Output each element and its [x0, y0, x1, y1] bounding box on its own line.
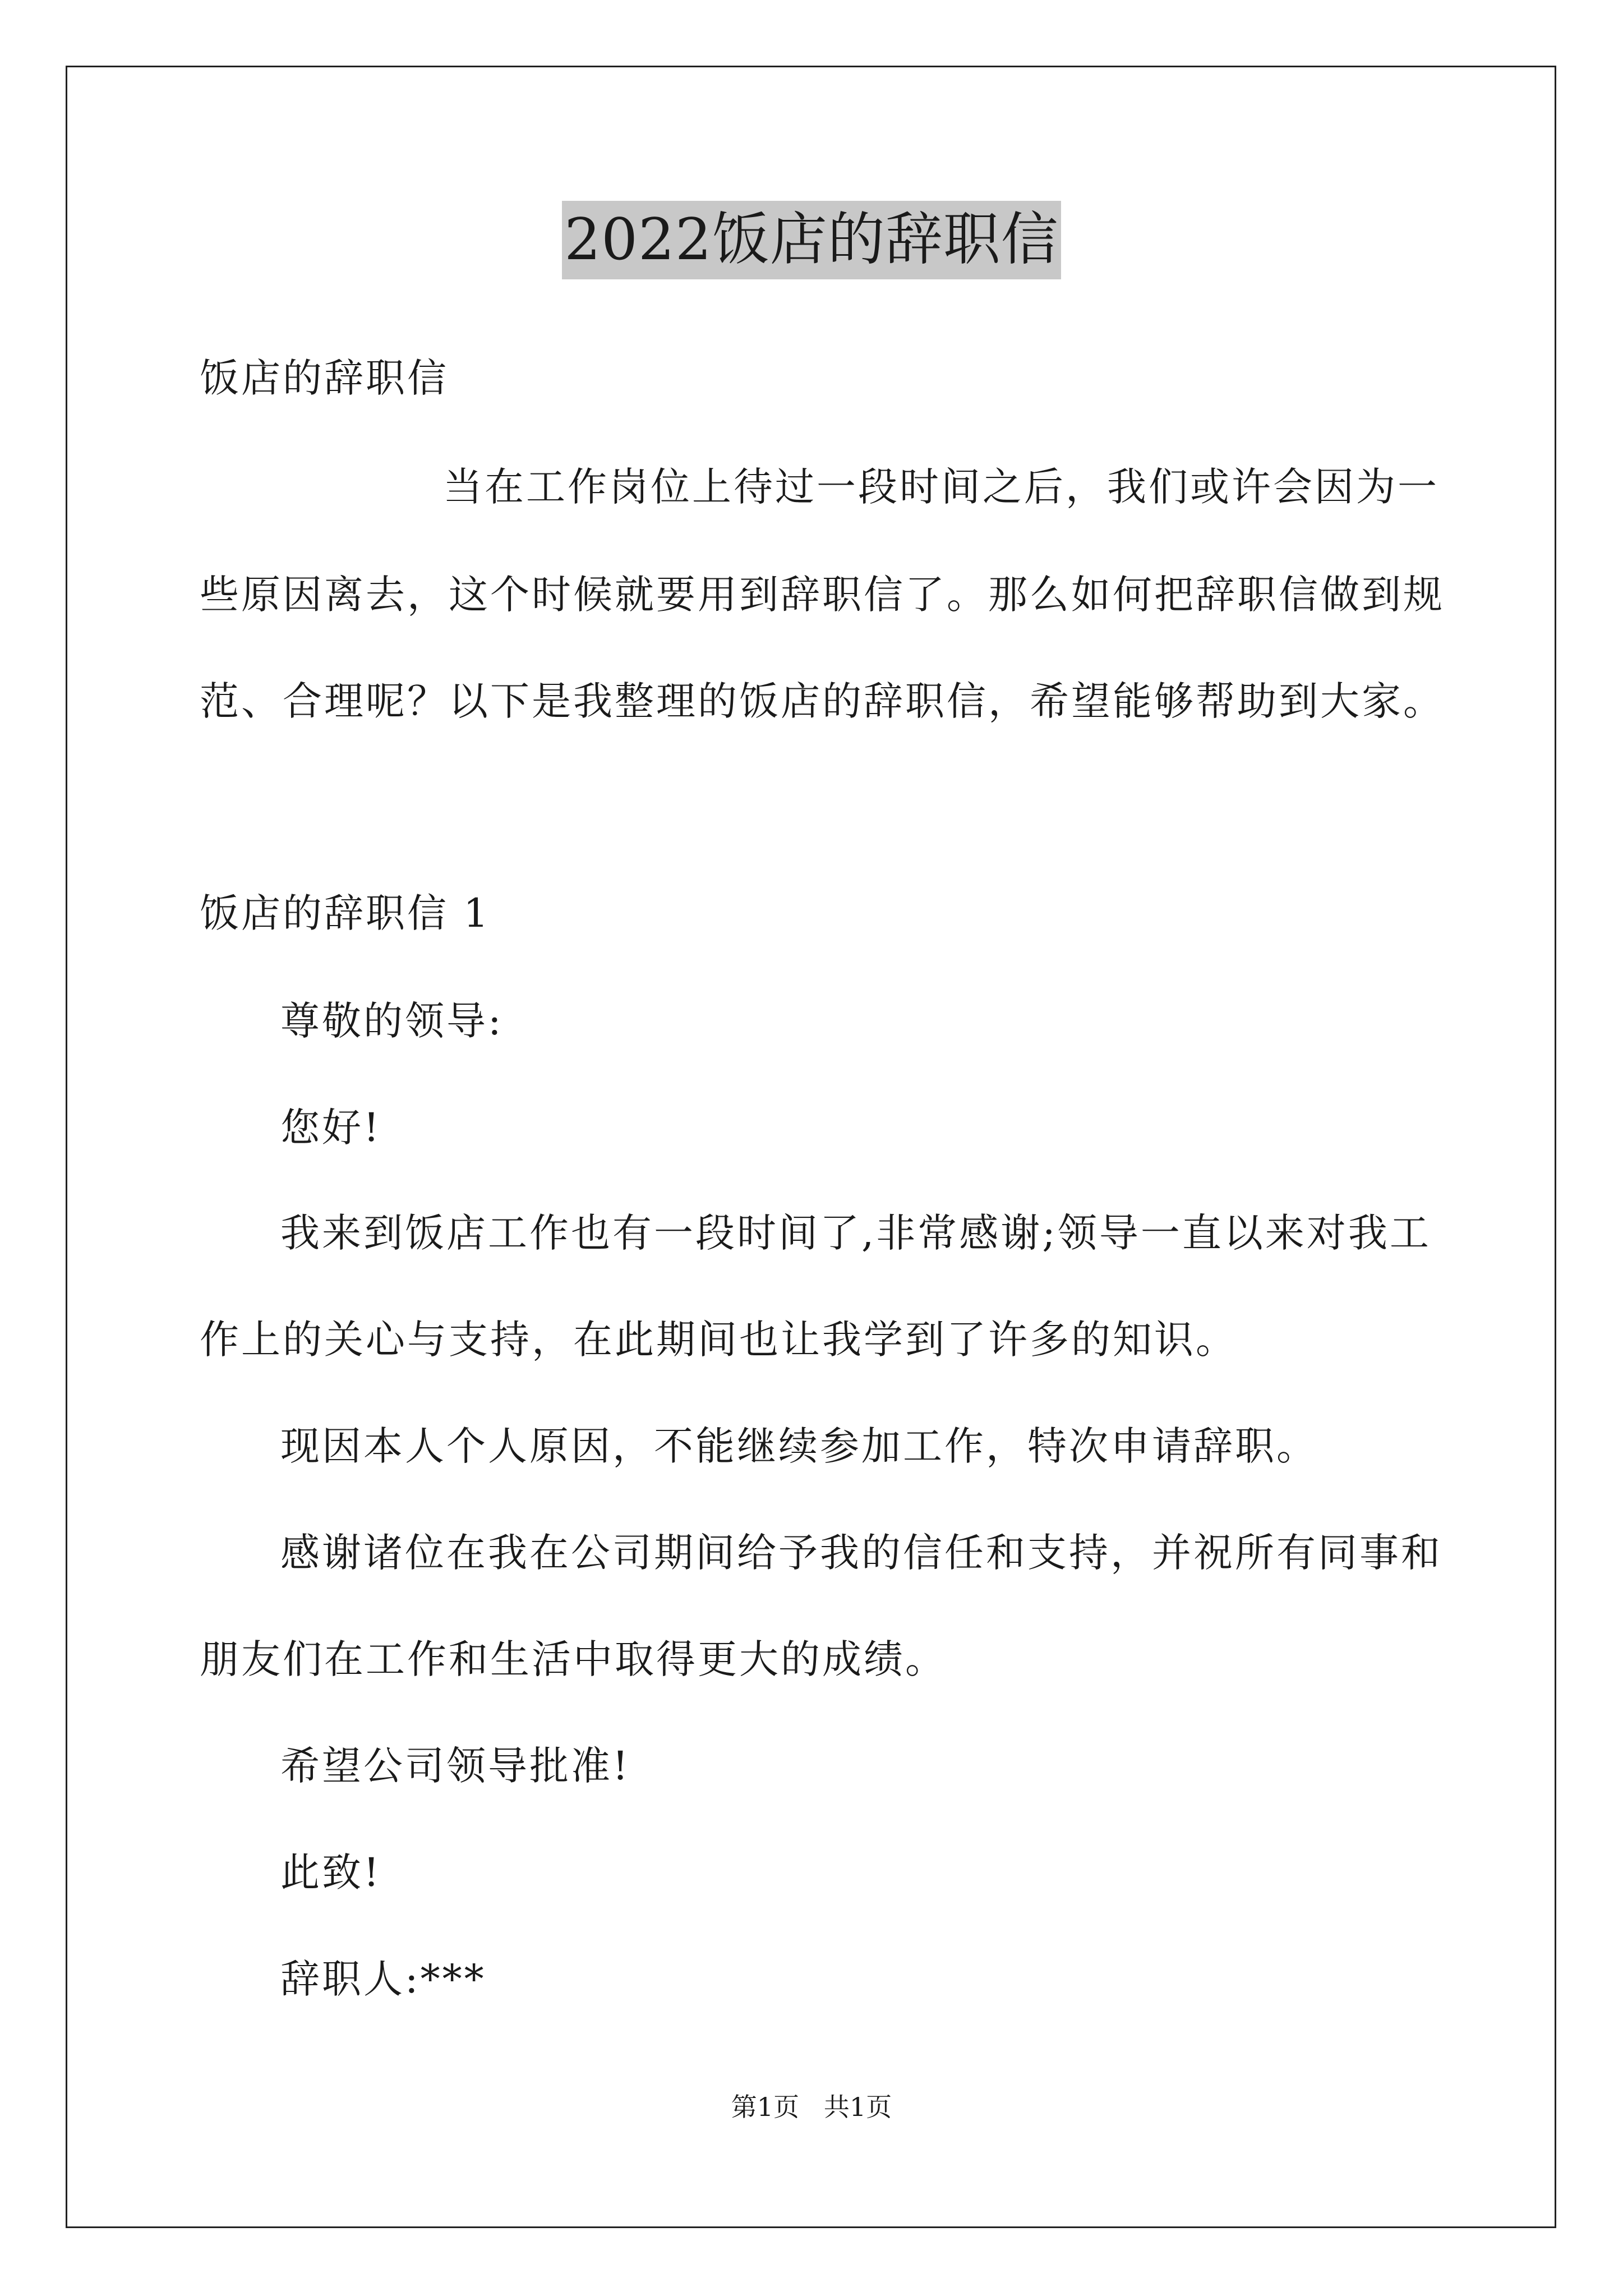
paragraph-3-line-1: 感谢诸位在我在公司期间给予我的信任和支持，并祝所有同事和 — [280, 1530, 1442, 1576]
title-container — [0, 201, 1623, 279]
greeting: 您好! — [280, 1105, 382, 1151]
closing: 此致! — [280, 1849, 382, 1895]
intro-line-1: 当在工作岗位上待过一段时间之后，我们或许会因为一 — [443, 464, 1439, 510]
intro-line-2: 些原因离去，这个时候就要用到辞职信了。那么如何把辞职信做到规 — [200, 572, 1445, 618]
letter-heading: 饭店的辞职信 1 — [200, 890, 491, 936]
paragraph-4: 希望公司领导批准! — [280, 1743, 631, 1789]
paragraph-3-line-2: 朋友们在工作和生活中取得更大的成绩。 — [200, 1636, 947, 1682]
paragraph-2: 现因本人个人原因，不能继续参加工作，特次申请辞职。 — [280, 1423, 1318, 1469]
paragraph-1-line-1: 我来到饭店工作也有一段时间了,非常感谢;领导一直以来对我工 — [280, 1210, 1431, 1256]
signature: 辞职人:*** — [280, 1956, 486, 2002]
document-title: 2022饭店的辞职信 — [562, 201, 1061, 279]
paragraph-1-line-2: 作上的关心与支持，在此期间也让我学到了许多的知识。 — [200, 1317, 1237, 1363]
intro-line-3: 范、合理呢？以下是我整理的饭店的辞职信，希望能够帮助到大家。 — [200, 678, 1445, 724]
salutation: 尊敬的领导: — [280, 998, 504, 1044]
document-subtitle: 饭店的辞职信 — [200, 355, 449, 401]
page-footer: 第1页 共1页 — [731, 2092, 892, 2122]
